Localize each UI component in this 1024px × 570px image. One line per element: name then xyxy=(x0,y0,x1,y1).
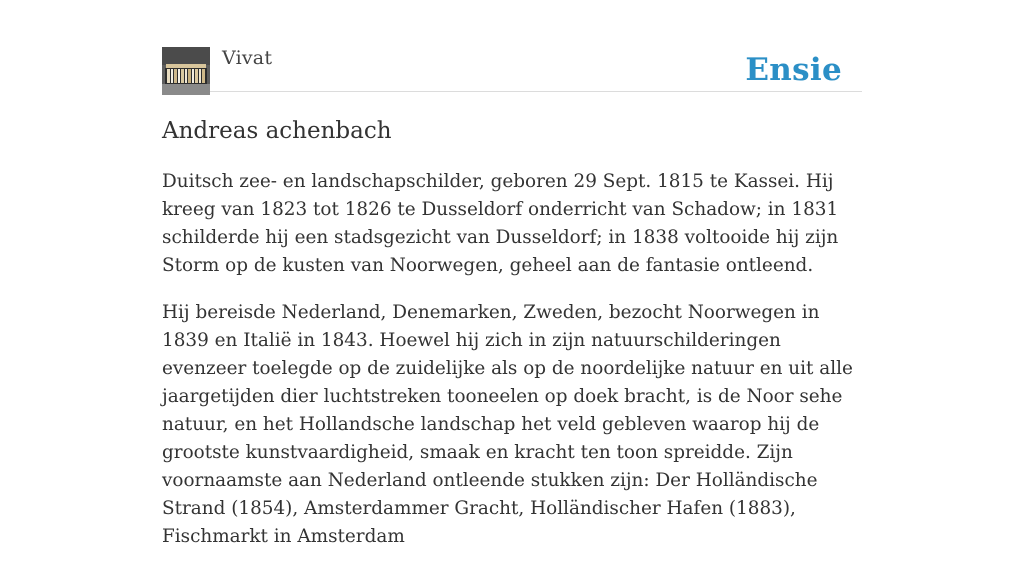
header xyxy=(162,47,862,92)
article-body xyxy=(162,168,862,570)
article-paragraph: Hij bereisde Nederland, Denemarken, Zweden, bezocht Noorwegen in 1839 en Italië in 1843. Hoewel hij zich in zijn natuurschilderingen evenzeer toelegde op de zuidelijke als op de noordelijke natuur en uit alle jaargetijden dier luchtstreken tooneelen op doek bracht, is de Noor sehe natuur, en het Hollandsche landschap het veld gebleven waarop hij de grootste kunstvaardigheid, smaak en kracht ten toon spreidde. Zijn voornaamste aan Nederland ontleende stukken zijn: Der Holländische Strand (1854), Amsterdammer Gracht, Holländischer Hafen (1883), Fischmarkt in Amsterdam xyxy=(162,302,853,547)
books-avatar-icon[interactable] xyxy=(162,47,210,95)
article-paragraph: Duitsch zee- en landschapschilder, geboren 29 Sept. 1815 te Kassei. Hij kreeg van 1823 tot 1826 te Dusseldorf onderricht van Schadow; in 1831 schilderde hij een stadsgezicht van Dusseldorf; in 1838 voltooide hij zijn Storm op de kusten van Noorwegen, geheel aan de fantasie ontleend. xyxy=(162,171,839,276)
brand-logo[interactable]: Ensie xyxy=(745,52,842,88)
article-title: Andreas achenbach xyxy=(162,118,392,144)
author-name[interactable]: Vivat xyxy=(222,47,273,69)
